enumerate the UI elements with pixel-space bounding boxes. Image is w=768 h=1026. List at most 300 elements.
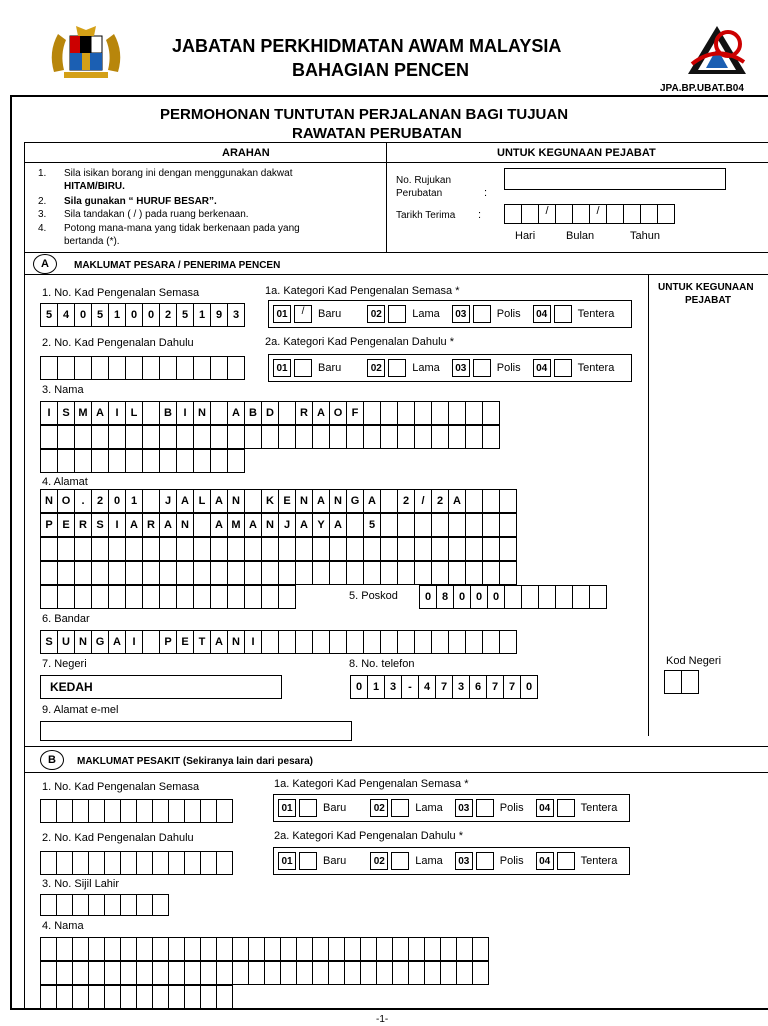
char-box[interactable] (40, 537, 58, 561)
char-box[interactable]: S (40, 630, 58, 654)
char-box[interactable] (40, 985, 57, 1009)
char-box[interactable] (168, 985, 185, 1009)
char-box[interactable] (210, 449, 228, 473)
char-box[interactable] (227, 449, 245, 473)
char-box[interactable] (104, 961, 121, 985)
char-box[interactable] (346, 425, 364, 449)
char-box[interactable] (193, 561, 211, 585)
char-box[interactable] (72, 985, 89, 1009)
char-box[interactable]: R (74, 513, 92, 537)
char-box[interactable] (152, 851, 169, 875)
char-box[interactable]: 3 (227, 303, 245, 327)
char-box[interactable] (91, 425, 109, 449)
char-box[interactable] (312, 561, 330, 585)
char-box[interactable] (210, 356, 228, 380)
char-box[interactable]: N (40, 489, 58, 513)
char-box[interactable] (465, 425, 483, 449)
char-box[interactable] (176, 561, 194, 585)
char-box[interactable] (227, 537, 245, 561)
char-box[interactable] (88, 961, 105, 985)
char-box[interactable] (159, 561, 177, 585)
char-box[interactable] (74, 585, 92, 609)
char-box[interactable] (108, 356, 126, 380)
char-box[interactable]: P (40, 513, 58, 537)
char-box[interactable] (278, 401, 296, 425)
a-name-row-2[interactable] (40, 425, 500, 449)
char-box[interactable] (152, 937, 169, 961)
char-box[interactable] (168, 851, 185, 875)
char-box[interactable] (152, 985, 169, 1009)
char-box[interactable] (56, 961, 73, 985)
char-box[interactable]: 5 (363, 513, 381, 537)
char-box[interactable]: N (227, 630, 245, 654)
char-box[interactable] (159, 585, 177, 609)
char-box[interactable] (72, 961, 89, 985)
b-cat-new-box[interactable]: 01 Baru 02 Lama 03 Polis 04 Tentera (273, 794, 630, 822)
char-box[interactable] (465, 537, 483, 561)
char-box[interactable] (295, 630, 313, 654)
char-box[interactable] (232, 961, 249, 985)
char-box[interactable] (392, 937, 409, 961)
char-box[interactable] (248, 937, 265, 961)
char-box[interactable] (120, 894, 137, 916)
char-box[interactable]: I (176, 401, 194, 425)
b-name-row-1[interactable] (40, 937, 489, 961)
a-address-row-3[interactable] (40, 537, 517, 561)
char-box[interactable]: I (40, 401, 58, 425)
char-box[interactable]: - (401, 675, 419, 699)
b-ic-new-boxes[interactable] (40, 799, 233, 823)
char-box[interactable] (397, 513, 415, 537)
char-box[interactable] (88, 851, 105, 875)
char-box[interactable] (193, 537, 211, 561)
char-box[interactable] (363, 401, 381, 425)
char-box[interactable]: 1 (193, 303, 211, 327)
char-box[interactable] (261, 630, 279, 654)
char-box[interactable]: 0 (419, 585, 437, 609)
char-box[interactable] (40, 851, 57, 875)
b-name-row-2[interactable] (40, 961, 489, 985)
char-box[interactable] (465, 513, 483, 537)
char-box[interactable] (397, 425, 415, 449)
char-box[interactable]: 4 (418, 675, 436, 699)
char-box[interactable]: A (363, 489, 381, 513)
char-box[interactable]: 0 (108, 489, 126, 513)
char-box[interactable]: M (227, 513, 245, 537)
char-box[interactable] (346, 513, 364, 537)
char-box[interactable] (216, 937, 233, 961)
char-box[interactable] (499, 537, 517, 561)
char-box[interactable] (278, 537, 296, 561)
char-box[interactable] (74, 356, 92, 380)
char-box[interactable] (346, 537, 364, 561)
a-cat-new-box[interactable]: 01 / Baru 02 Lama 03 Polis 04 Tentera (268, 300, 632, 328)
a-bandar-boxes[interactable] (40, 630, 517, 654)
char-box[interactable] (363, 537, 381, 561)
char-box[interactable] (328, 937, 345, 961)
char-box[interactable] (227, 356, 245, 380)
char-box[interactable] (72, 851, 89, 875)
kod-negeri-boxes[interactable] (664, 670, 699, 694)
char-box[interactable] (360, 961, 377, 985)
char-box[interactable] (312, 630, 330, 654)
char-box[interactable] (312, 961, 329, 985)
char-box[interactable] (184, 851, 201, 875)
char-box[interactable] (456, 961, 473, 985)
char-box[interactable] (142, 561, 160, 585)
char-box[interactable] (414, 425, 432, 449)
char-box[interactable] (74, 561, 92, 585)
char-box[interactable] (142, 425, 160, 449)
char-box[interactable]: Y (312, 513, 330, 537)
char-box[interactable] (295, 537, 313, 561)
char-box[interactable] (482, 513, 500, 537)
char-box[interactable]: 2 (159, 303, 177, 327)
char-box[interactable] (200, 851, 217, 875)
char-box[interactable] (363, 425, 381, 449)
char-box[interactable] (448, 561, 466, 585)
char-box[interactable]: 0 (125, 303, 143, 327)
char-box[interactable] (244, 561, 262, 585)
char-box[interactable] (216, 799, 233, 823)
char-box[interactable] (57, 561, 75, 585)
char-box[interactable] (280, 937, 297, 961)
char-box[interactable] (248, 961, 265, 985)
char-box[interactable] (431, 561, 449, 585)
tarikh-boxes[interactable]: / / (504, 204, 675, 224)
char-box[interactable]: G (346, 489, 364, 513)
char-box[interactable] (184, 985, 201, 1009)
char-box[interactable] (456, 937, 473, 961)
char-box[interactable]: E (57, 513, 75, 537)
char-box[interactable] (176, 537, 194, 561)
char-box[interactable] (56, 799, 73, 823)
char-box[interactable] (193, 449, 211, 473)
char-box[interactable] (142, 630, 160, 654)
char-box[interactable] (380, 630, 398, 654)
char-box[interactable] (499, 513, 517, 537)
char-box[interactable]: 2 (431, 489, 449, 513)
char-box[interactable] (56, 894, 73, 916)
char-box[interactable] (346, 630, 364, 654)
char-box[interactable]: F (346, 401, 364, 425)
char-box[interactable] (244, 585, 262, 609)
char-box[interactable] (521, 585, 539, 609)
char-box[interactable] (414, 401, 432, 425)
char-box[interactable] (91, 356, 109, 380)
char-box[interactable] (152, 799, 169, 823)
char-box[interactable] (278, 585, 296, 609)
char-box[interactable]: 0 (350, 675, 368, 699)
a-email-input[interactable] (40, 721, 352, 741)
char-box[interactable] (482, 401, 500, 425)
char-box[interactable]: 7 (503, 675, 521, 699)
char-box[interactable] (482, 489, 500, 513)
char-box[interactable] (482, 537, 500, 561)
char-box[interactable] (264, 961, 281, 985)
char-box[interactable]: / (414, 489, 432, 513)
char-box[interactable] (200, 961, 217, 985)
char-box[interactable]: A (244, 513, 262, 537)
char-box[interactable] (448, 401, 466, 425)
char-box[interactable]: A (448, 489, 466, 513)
char-box[interactable]: I (244, 630, 262, 654)
char-box[interactable] (380, 401, 398, 425)
char-box[interactable] (380, 489, 398, 513)
char-box[interactable] (91, 561, 109, 585)
char-box[interactable] (244, 537, 262, 561)
char-box[interactable] (108, 449, 126, 473)
char-box[interactable] (414, 537, 432, 561)
char-box[interactable] (555, 585, 573, 609)
char-box[interactable] (40, 894, 57, 916)
char-box[interactable] (397, 401, 415, 425)
char-box[interactable]: A (108, 630, 126, 654)
a-address-row-2[interactable] (40, 513, 517, 537)
char-box[interactable]: S (91, 513, 109, 537)
char-box[interactable] (431, 630, 449, 654)
char-box[interactable] (56, 985, 73, 1009)
char-box[interactable] (159, 449, 177, 473)
char-box[interactable] (120, 799, 137, 823)
char-box[interactable]: E (176, 630, 194, 654)
char-box[interactable] (360, 937, 377, 961)
char-box[interactable] (376, 937, 393, 961)
char-box[interactable] (380, 561, 398, 585)
b-cat-old-box[interactable]: 01 Baru 02 Lama 03 Polis 04 Tentera (273, 847, 630, 875)
char-box[interactable]: 2 (397, 489, 415, 513)
char-box[interactable] (200, 985, 217, 1009)
char-box[interactable] (56, 937, 73, 961)
char-box[interactable] (472, 937, 489, 961)
char-box[interactable]: A (159, 513, 177, 537)
char-box[interactable] (440, 961, 457, 985)
char-box[interactable] (295, 425, 313, 449)
char-box[interactable]: A (210, 630, 228, 654)
char-box[interactable]: N (227, 489, 245, 513)
char-box[interactable] (108, 561, 126, 585)
char-box[interactable] (136, 799, 153, 823)
char-box[interactable]: 7 (435, 675, 453, 699)
char-box[interactable] (136, 894, 153, 916)
char-box[interactable] (40, 585, 58, 609)
a-address-row-4[interactable] (40, 561, 517, 585)
char-box[interactable] (104, 894, 121, 916)
char-box[interactable] (278, 561, 296, 585)
char-box[interactable] (40, 449, 58, 473)
char-box[interactable]: I (108, 513, 126, 537)
char-box[interactable]: P (159, 630, 177, 654)
char-box[interactable] (328, 961, 345, 985)
char-box[interactable]: 0 (470, 585, 488, 609)
char-box[interactable] (125, 561, 143, 585)
char-box[interactable] (216, 851, 233, 875)
char-box[interactable]: A (91, 401, 109, 425)
char-box[interactable] (448, 513, 466, 537)
char-box[interactable]: A (312, 401, 330, 425)
char-box[interactable]: . (74, 489, 92, 513)
char-box[interactable]: I (108, 401, 126, 425)
char-box[interactable] (193, 513, 211, 537)
char-box[interactable]: A (312, 489, 330, 513)
char-box[interactable] (56, 851, 73, 875)
char-box[interactable] (159, 356, 177, 380)
char-box[interactable]: A (176, 489, 194, 513)
char-box[interactable] (244, 425, 262, 449)
char-box[interactable] (414, 561, 432, 585)
char-box[interactable]: M (74, 401, 92, 425)
char-box[interactable] (244, 489, 262, 513)
char-box[interactable] (193, 425, 211, 449)
char-box[interactable]: 5 (176, 303, 194, 327)
char-box[interactable]: N (329, 489, 347, 513)
char-box[interactable] (72, 799, 89, 823)
char-box[interactable] (572, 585, 590, 609)
char-box[interactable] (216, 961, 233, 985)
char-box[interactable] (168, 799, 185, 823)
char-box[interactable] (108, 585, 126, 609)
char-box[interactable] (184, 799, 201, 823)
char-box[interactable] (57, 356, 75, 380)
char-box[interactable]: N (176, 513, 194, 537)
char-box[interactable] (57, 585, 75, 609)
char-box[interactable] (376, 961, 393, 985)
char-box[interactable]: S (57, 401, 75, 425)
char-box[interactable]: T (193, 630, 211, 654)
char-box[interactable] (91, 449, 109, 473)
char-box[interactable]: R (142, 513, 160, 537)
char-box[interactable] (210, 585, 228, 609)
char-box[interactable]: A (125, 513, 143, 537)
char-box[interactable]: 5 (40, 303, 58, 327)
char-box[interactable] (120, 851, 137, 875)
char-box[interactable] (104, 937, 121, 961)
char-box[interactable] (176, 449, 194, 473)
char-box[interactable] (261, 585, 279, 609)
char-box[interactable] (40, 937, 57, 961)
char-box[interactable] (125, 449, 143, 473)
char-box[interactable] (40, 425, 58, 449)
char-box[interactable] (504, 585, 522, 609)
char-box[interactable] (499, 630, 517, 654)
char-box[interactable] (40, 356, 58, 380)
char-box[interactable] (397, 630, 415, 654)
char-box[interactable] (261, 425, 279, 449)
char-box[interactable] (168, 937, 185, 961)
char-box[interactable] (40, 561, 58, 585)
char-box[interactable] (120, 937, 137, 961)
char-box[interactable] (193, 356, 211, 380)
char-box[interactable] (329, 630, 347, 654)
char-box[interactable]: N (261, 513, 279, 537)
b-name-row-3[interactable] (40, 985, 233, 1009)
char-box[interactable] (125, 585, 143, 609)
char-box[interactable]: 5 (91, 303, 109, 327)
char-box[interactable] (424, 937, 441, 961)
char-box[interactable] (392, 961, 409, 985)
char-box[interactable] (57, 425, 75, 449)
char-box[interactable] (210, 537, 228, 561)
a-address-row-5[interactable] (40, 585, 296, 609)
a-poskod-boxes[interactable] (419, 585, 607, 609)
char-box[interactable] (232, 937, 249, 961)
char-box[interactable] (227, 425, 245, 449)
char-box[interactable]: A (210, 513, 228, 537)
char-box[interactable]: 2 (91, 489, 109, 513)
char-box[interactable]: O (329, 401, 347, 425)
char-box[interactable] (72, 937, 89, 961)
char-box[interactable] (538, 585, 556, 609)
char-box[interactable] (176, 585, 194, 609)
char-box[interactable] (152, 894, 169, 916)
char-box[interactable] (472, 961, 489, 985)
char-box[interactable] (363, 630, 381, 654)
char-box[interactable] (380, 537, 398, 561)
a-telefon-boxes[interactable] (350, 675, 538, 699)
char-box[interactable] (431, 401, 449, 425)
char-box[interactable] (465, 561, 483, 585)
char-box[interactable] (74, 449, 92, 473)
char-box[interactable] (200, 799, 217, 823)
char-box[interactable] (142, 489, 160, 513)
char-box[interactable] (295, 561, 313, 585)
char-box[interactable] (200, 937, 217, 961)
char-box[interactable]: 7 (486, 675, 504, 699)
char-box[interactable]: 8 (436, 585, 454, 609)
a-name-row-3[interactable] (40, 449, 245, 473)
char-box[interactable] (125, 425, 143, 449)
char-box[interactable] (91, 537, 109, 561)
char-box[interactable] (136, 985, 153, 1009)
char-box[interactable] (142, 401, 160, 425)
char-box[interactable] (264, 937, 281, 961)
char-box[interactable] (120, 961, 137, 985)
char-box[interactable] (261, 561, 279, 585)
char-box[interactable]: G (91, 630, 109, 654)
char-box[interactable]: I (125, 630, 143, 654)
char-box[interactable] (329, 537, 347, 561)
char-box[interactable] (104, 799, 121, 823)
char-box[interactable] (312, 937, 329, 961)
char-box[interactable] (142, 585, 160, 609)
char-box[interactable] (40, 961, 57, 985)
char-box[interactable] (424, 961, 441, 985)
char-box[interactable] (136, 851, 153, 875)
char-box[interactable]: R (295, 401, 313, 425)
char-box[interactable] (125, 356, 143, 380)
char-box[interactable]: 1 (125, 489, 143, 513)
char-box[interactable] (414, 630, 432, 654)
a-ic-old-boxes[interactable] (40, 356, 245, 380)
char-box[interactable] (329, 425, 347, 449)
char-box[interactable]: N (193, 401, 211, 425)
char-box[interactable] (227, 561, 245, 585)
char-box[interactable] (329, 561, 347, 585)
char-box[interactable] (210, 561, 228, 585)
char-box[interactable] (74, 425, 92, 449)
char-box[interactable] (465, 401, 483, 425)
char-box[interactable] (142, 449, 160, 473)
char-box[interactable] (74, 537, 92, 561)
char-box[interactable]: 1 (108, 303, 126, 327)
char-box[interactable] (280, 961, 297, 985)
char-box[interactable] (193, 585, 211, 609)
char-box[interactable]: E (278, 489, 296, 513)
char-box[interactable]: N (295, 489, 313, 513)
char-box[interactable] (88, 985, 105, 1009)
char-box[interactable] (159, 425, 177, 449)
char-box[interactable] (227, 585, 245, 609)
